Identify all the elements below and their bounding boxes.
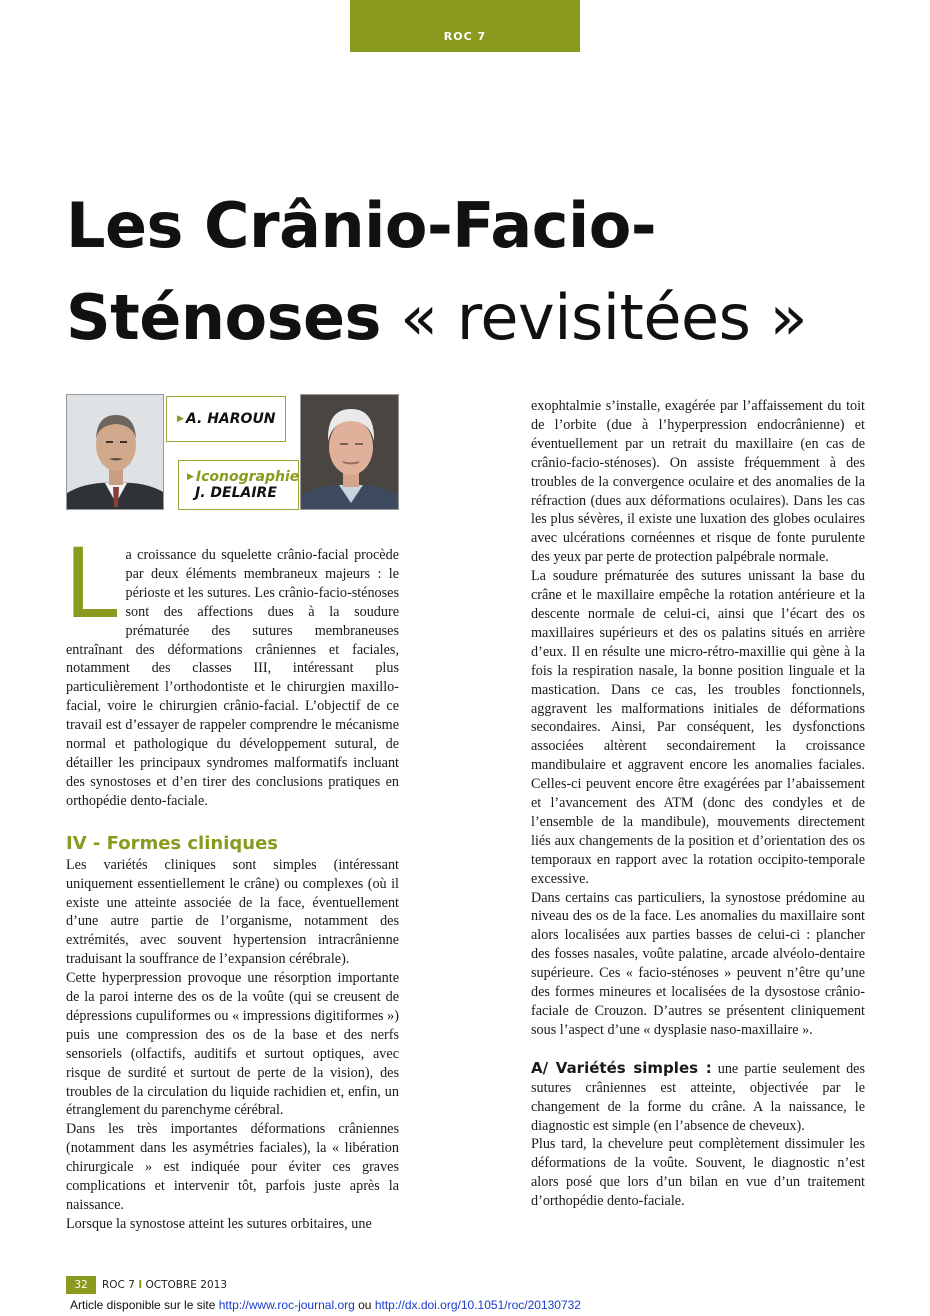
subsection-text: une partie seulement des sutures crâniennes est atteinte, objectivée par le changement de la forme du crâne. A la naissance, le diagnostic est simple (en l’absence de cheveux).: [531, 1060, 865, 1134]
paragraph: Cette hyperpression provoque une résorption importante de la paroi interne des os de la voûte (qui se creusent de dépressions cupuliformes ou « impressions digitiformes ») puis une compression des os de la base et des nerfs sensoriels (olfactifs, auditifs et surtout optiques, avec risque de surdité et surtout de perte de la vision), des troubles de la circulation du liquide rachidien et, enfin, un étranglement du parenchyme cérébral.: [66, 970, 399, 1119]
intro-text: a croissance du squelette crânio-facial procède par deux éléments membraneux majeurs : le périoste et les sutures. Les crânio-facio-sténoses sont des affections dues à la soudure prématurée des sutures membraneuses entraînant des déformations crâniennes et faciales, notamment des classes III, intéressant plus particulièrement l’orthodontiste et le chirurgien maxillo-facial, voire le chirurgien crânio-facial. L’objectif de ce travail est d’essayer de rappeler comprendre le mécanisme normal et pathologique du développement sutural, de détailler les principaux syndromes malformatifs incluant des synostoses et d’en tirer des conclusions pratiques en orthopédie dento-faciale.: [66, 547, 399, 809]
paragraph: La soudure prématurée des sutures unissant la base du crâne et le maxillaire empêche la rotation antérieure et la descente normale de celui-ci, ainsi que l’écart des os maxillaires supérieurs et des os palatins situés en arrière d’eux. Il en résulte une micro-rétro-maxillie qui gène à la fois la respiration nasale, la bonne position linguale et la mastication. Dans ce cas, les troubles fonctionnels, aggravent les malformations initiales de déformations secondaires. Ainsi, Par conséquent, les dysfonctions associées altèrent secondairement la croissance mandibulaire et aggravent encore les anomalies faciales. Celles-ci peuvent encore être exagérées par l’abaissement et l’avancement des ATM (donc des condyles et de l’ensemble de la mandibule), mouvements directement liés aux changements de la position et d’orientation des os temporaux en rapport avec la rotation occipito-temporale excessive.: [531, 568, 865, 887]
article-title: [66, 180, 886, 364]
author-box-haroun: [166, 396, 286, 442]
paragraph: Dans certains cas particuliers, la synostose prédomine au niveau des os de la face. Les anomalies du maxillaire sont alors localisées aux parties basses de celui-ci : plancher des fosses nasales, voûte palatine, arcade alvéolo-dentaire supérieure. Ces « facio-sténoses » peuvent n’être qu’une des formes mineures et localisées de la dysostose crânio-faciale de Crouzon. D’autres se présentent cliniquement sous l’aspect d’une « dysplasie naso-maxillaire ».: [531, 889, 865, 1038]
drop-cap: L: [64, 528, 118, 640]
paragraph: Les variétés cliniques sont simples (intéressant uniquement essentiellement le crâne) ou complexes (où il existe une atteinte associée de la face, éventuellement d’une autre partie de l’organisme, notamment des extrémités, avec souvent hypertension intracrânienne traduisant la souffrance de l’expansion cérébrale).: [66, 856, 399, 968]
triangle-bullet-icon: ▶: [177, 414, 184, 424]
triangle-bullet-icon: ▶: [187, 472, 194, 482]
author-name-haroun: A. HAROUN: [185, 411, 276, 427]
section-title: IV - Formes cliniques: [66, 832, 279, 854]
footer-separator: I: [138, 1279, 143, 1291]
portrait-illustration: [67, 395, 164, 510]
title-line-2-rest: « revisitées »: [380, 281, 808, 354]
author-box-delaire: [178, 460, 299, 510]
page-footer: [66, 1276, 227, 1294]
credit-label: Iconographie: [195, 469, 300, 485]
paragraph: Lorsque la synostose atteint les sutures orbitaires, une: [66, 1215, 372, 1232]
journal-link[interactable]: http://www.roc-journal.org: [218, 1298, 355, 1312]
intro-paragraph: [64, 528, 399, 811]
author-name-delaire: J. DELAIRE: [195, 485, 277, 501]
availability-middle: ou: [354, 1298, 375, 1312]
paragraph: exophtalmie s’installe, exagérée par l’affaissement du toit de l’orbite (due à l’hyperpression endocrânienne) et éventuellement par un retrait du maxillaire (en cas de crânio-facio-sténoses). On assiste fréquemment à des troubles de la convergence oculaire et des anomalies de la réfraction (dues aux déformations oculaires). Dans les cas les plus sévères, il existe une luxation des globes oculaires avec ulcérations cornéennes et risque de fonte purulente des yeux par perte de protection palpébrale normale.: [531, 398, 865, 566]
author-photo-haroun: [66, 394, 164, 510]
availability-prefix: Article disponible sur le site: [70, 1298, 219, 1312]
doi-link[interactable]: http://dx.doi.org/10.1051/roc/20130732: [374, 1298, 581, 1312]
paragraph: Plus tard, la chevelure peut complètement dissimuler les déformations de la voûte. Souvent, le diagnostic n’est alors posé que lors d’un bilan en vue d’un traitement d’orthopédie dento-faciale.: [531, 1136, 865, 1210]
header-tab: ROC 7: [350, 0, 580, 52]
author-photo-delaire: [300, 394, 399, 510]
title-line-1: Les Crânio-Facio-: [66, 189, 657, 262]
footer-date: OCTOBRE 2013: [145, 1279, 227, 1291]
footer-journal: ROC 7: [102, 1279, 135, 1291]
title-line-2-bold: Sténoses: [66, 281, 381, 354]
title-line-2: [66, 272, 886, 364]
page-number: 32: [66, 1276, 96, 1294]
paragraph: Dans les très importantes déformations crâniennes (notamment dans les asymétries faciales), la « libération chirurgicale » est indiquée pour éviter ces graves complications et intervenir tôt, parfois juste après la naissance.: [66, 1121, 399, 1213]
left-column: [64, 528, 399, 1234]
paragraph: [531, 1059, 865, 1136]
subsection-heading: A/ Variétés simples :: [531, 1058, 712, 1077]
right-column: [531, 397, 865, 1211]
portrait-illustration: [301, 395, 399, 510]
availability-line: [70, 1297, 581, 1313]
